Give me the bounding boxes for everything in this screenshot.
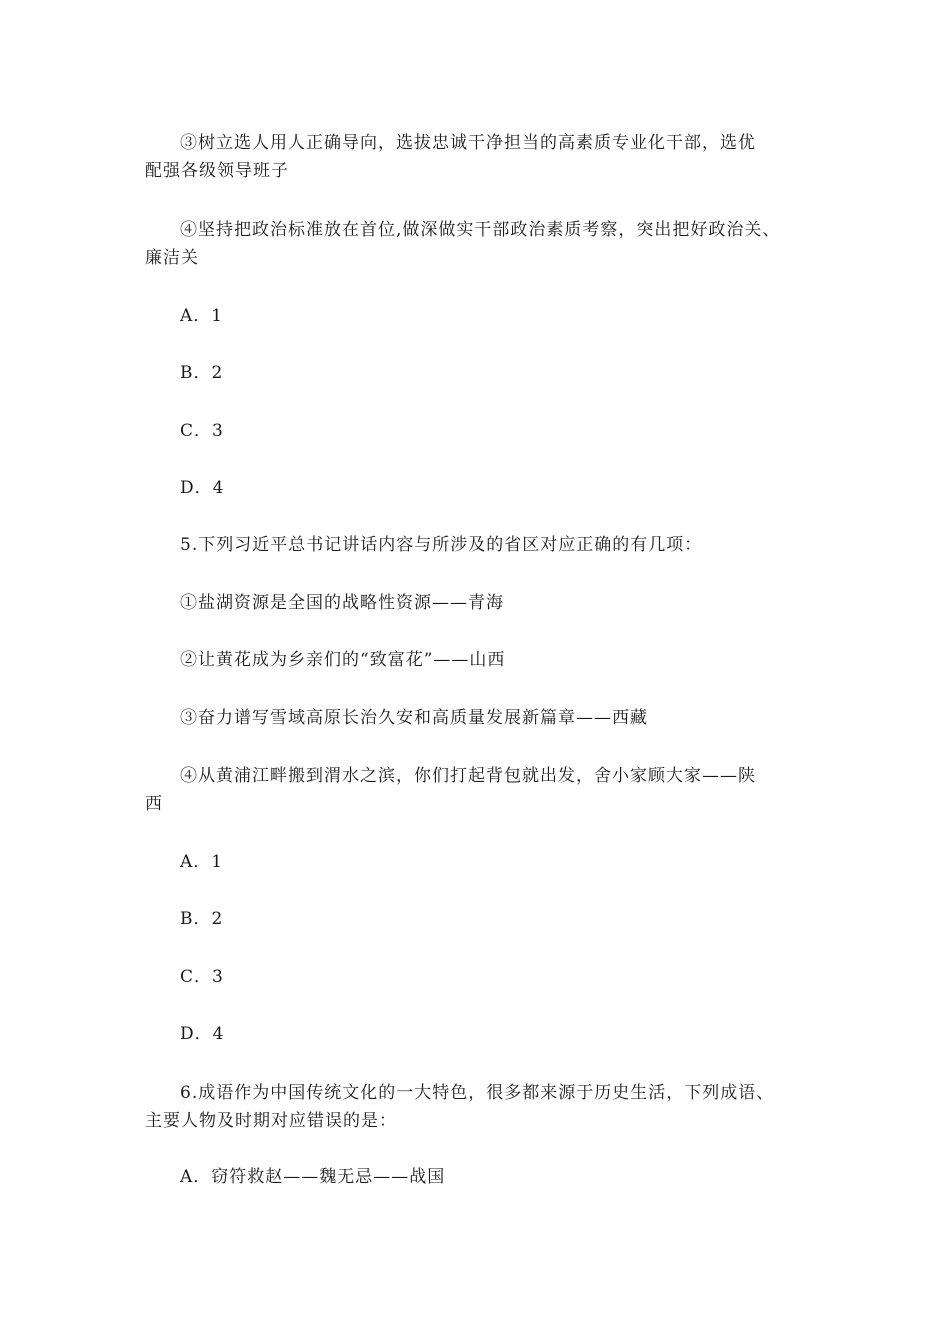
q5-stem: 5.下列习近平总书记讲话内容与所涉及的省区对应正确的有几项： xyxy=(180,535,703,555)
q5-item-3: ③奋力谱写雪域高原长治久安和高质量发展新篇章——西藏 xyxy=(180,708,648,728)
q6-option-a: A．窃符救赵——魏无忌——战国 xyxy=(180,1167,446,1187)
q4-item-4-line2: 廉洁关 xyxy=(145,248,199,268)
q5-item-1: ①盐湖资源是全国的战略性资源——青海 xyxy=(180,593,504,613)
q5-item-2: ②让黄花成为乡亲们的“致富花”——山西 xyxy=(180,650,506,670)
q4-option-d: D．4 xyxy=(180,478,225,498)
q5-option-d: D．4 xyxy=(180,1024,225,1044)
q4-item-3-line1: ③树立选人用人正确导向，选拔忠诚干净担当的高素质专业化干部，选优 xyxy=(180,133,756,153)
q6-stem-line2: 主要人物及时期对应错误的是： xyxy=(145,1111,397,1131)
q6-stem-line1: 6.成语作为中国传统文化的一大特色，很多都来源于历史生活，下列成语、 xyxy=(180,1083,775,1103)
q4-item-4-line1: ④坚持把政治标准放在首位,做深做实干部政治素质考察，突出把好政治关、 xyxy=(180,220,781,240)
q4-option-b: B．2 xyxy=(180,363,224,383)
q5-option-a: A．1 xyxy=(180,852,224,872)
q4-option-c: C．3 xyxy=(180,421,224,441)
q5-option-c: C．3 xyxy=(180,967,224,987)
q4-item-3-line2: 配强各级领导班子 xyxy=(145,161,289,181)
q5-option-b: B．2 xyxy=(180,909,224,929)
q5-item-4-line2: 西 xyxy=(145,794,163,814)
q4-option-a: A．1 xyxy=(180,306,224,326)
q5-item-4-line1: ④从黄浦江畔搬到渭水之滨，你们打起背包就出发，舍小家顾大家——陕 xyxy=(180,766,756,786)
